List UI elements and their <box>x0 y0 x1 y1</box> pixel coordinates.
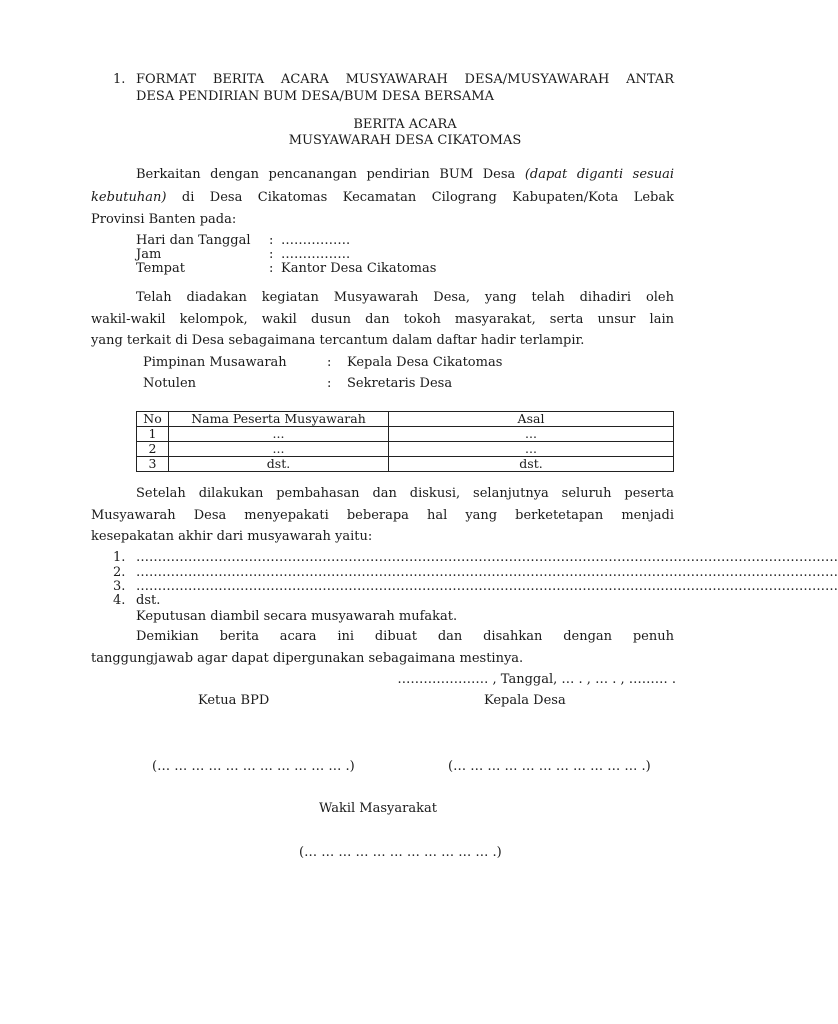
agreement-item: ……………………………………………………………………………………………………………………………………………… <box>136 579 838 594</box>
table-row <box>137 427 674 442</box>
table-header-origin: Asal <box>389 412 674 427</box>
intro-line2-normal: di Desa Cikatomas Kecamatan Cilograng Kabupaten/Kota Lebak <box>166 190 674 205</box>
schedule-sep-place: : <box>269 261 274 276</box>
para3-line2: Musyawarah Desa menyepakati beberapa hal yang berketetapan menjadi <box>91 508 674 523</box>
table-cell-origin: ... <box>389 427 674 442</box>
decision-text: Keputusan diambil secara musyawarah mufakat. <box>136 609 458 624</box>
agreement-number: 1. <box>113 550 126 565</box>
signature-blank-community: (… … … … … … … … … … … .) <box>299 845 502 860</box>
intro-line2 <box>91 190 674 205</box>
signature-title-community: Wakil Masyarakat <box>319 801 437 816</box>
para2-line2: wakil-wakil kelompok, wakil dusun dan tokoh masyarakat, serta unsur lain <box>91 312 674 327</box>
para3-line3: kesepakatan akhir dari musyawarah yaitu: <box>91 529 373 544</box>
schedule-sep-time: : <box>269 247 274 262</box>
table-cell-no: 1 <box>137 427 169 442</box>
official-label-notulen: Notulen <box>143 376 197 391</box>
table-cell-name: ... <box>169 427 389 442</box>
closing-line1: Demikian berita acara ini dibuat dan disahkan dengan penuh <box>136 629 674 644</box>
para3-line1: Setelah dilakukan pembahasan dan diskusi, selanjutnya seluruh peserta <box>136 486 674 501</box>
agreement-number: 3. <box>113 579 126 594</box>
agreement-number: 2. <box>113 565 126 580</box>
para2-line3: yang terkait di Desa sebagaimana tercantum dalam daftar hadir terlampir. <box>91 333 585 348</box>
para2-line1: Telah diadakan kegiatan Musyawarah Desa, yang telah dihadiri oleh <box>136 290 674 305</box>
official-sep-notulen: : <box>327 376 332 391</box>
schedule-value-time: ……………. <box>281 247 351 262</box>
closing-line2: tanggungjawab agar dapat dipergunakan sebagaimana mestinya. <box>91 651 524 666</box>
table-header-row <box>137 412 674 427</box>
official-value-leader: Kepala Desa Cikatomas <box>347 355 503 370</box>
official-label-leader: Pimpinan Musawarah <box>143 355 287 370</box>
schedule-sep-date: : <box>269 233 274 248</box>
agreement-item: ……………………………………………………………………………………………………………………………………………… <box>136 550 838 565</box>
table-cell-origin: ... <box>389 442 674 457</box>
table-cell-origin: dst. <box>389 457 674 472</box>
participants-table <box>136 411 674 472</box>
table-cell-no: 2 <box>137 442 169 457</box>
schedule-value-date: ……………. <box>281 233 351 248</box>
date-line: ………………… , Tanggal, … . , … . , ……… . <box>397 672 676 687</box>
intro-line1-normal: Berkaitan dengan pencanangan pendirian BUM Desa <box>136 167 525 182</box>
signature-title-village-head: Kepala Desa <box>484 693 566 708</box>
agreement-number: 4. <box>113 593 126 608</box>
doc-title-line2: MUSYAWARAH DESA CIKATOMAS <box>288 133 522 148</box>
table-cell-name: ... <box>169 442 389 457</box>
intro-line1 <box>136 167 674 182</box>
header-number: 1. <box>113 72 126 87</box>
schedule-label-date: Hari dan Tanggal <box>136 233 251 248</box>
table-header-name: Nama Peserta Musyawarah <box>169 412 389 427</box>
schedule-value-place: Kantor Desa Cikatomas <box>281 261 437 276</box>
intro-line1-italic: (dapat diganti sesuai <box>524 167 674 182</box>
agreement-item: dst. <box>136 593 161 608</box>
doc-title-line1: BERITA ACARA <box>353 117 457 132</box>
agreement-item: ……………………………………………………………………………………………………………………………………………… <box>136 565 838 580</box>
table-row <box>137 457 674 472</box>
official-value-notulen: Sekretaris Desa <box>347 376 453 391</box>
schedule-label-place: Tempat <box>136 261 185 276</box>
table-row <box>137 442 674 457</box>
table-header-no: No <box>137 412 169 427</box>
signature-blank-bpd: (… … … … … … … … … … … .) <box>152 759 355 774</box>
intro-line2-italic: kebutuhan) <box>91 190 167 205</box>
table-cell-name: dst. <box>169 457 389 472</box>
signature-title-bpd: Ketua BPD <box>198 693 270 708</box>
header-title-line1: FORMAT BERITA ACARA MUSYAWARAH DESA/MUSYAWARAH ANTAR <box>136 72 674 87</box>
header-title-line2: DESA PENDIRIAN BUM DESA/BUM DESA BERSAMA <box>136 89 494 104</box>
signature-blank-village-head: (… … … … … … … … … … … .) <box>448 759 651 774</box>
schedule-label-time: Jam <box>136 247 162 262</box>
intro-line3: Provinsi Banten pada: <box>91 212 237 227</box>
table-cell-no: 3 <box>137 457 169 472</box>
official-sep-leader: : <box>327 355 332 370</box>
